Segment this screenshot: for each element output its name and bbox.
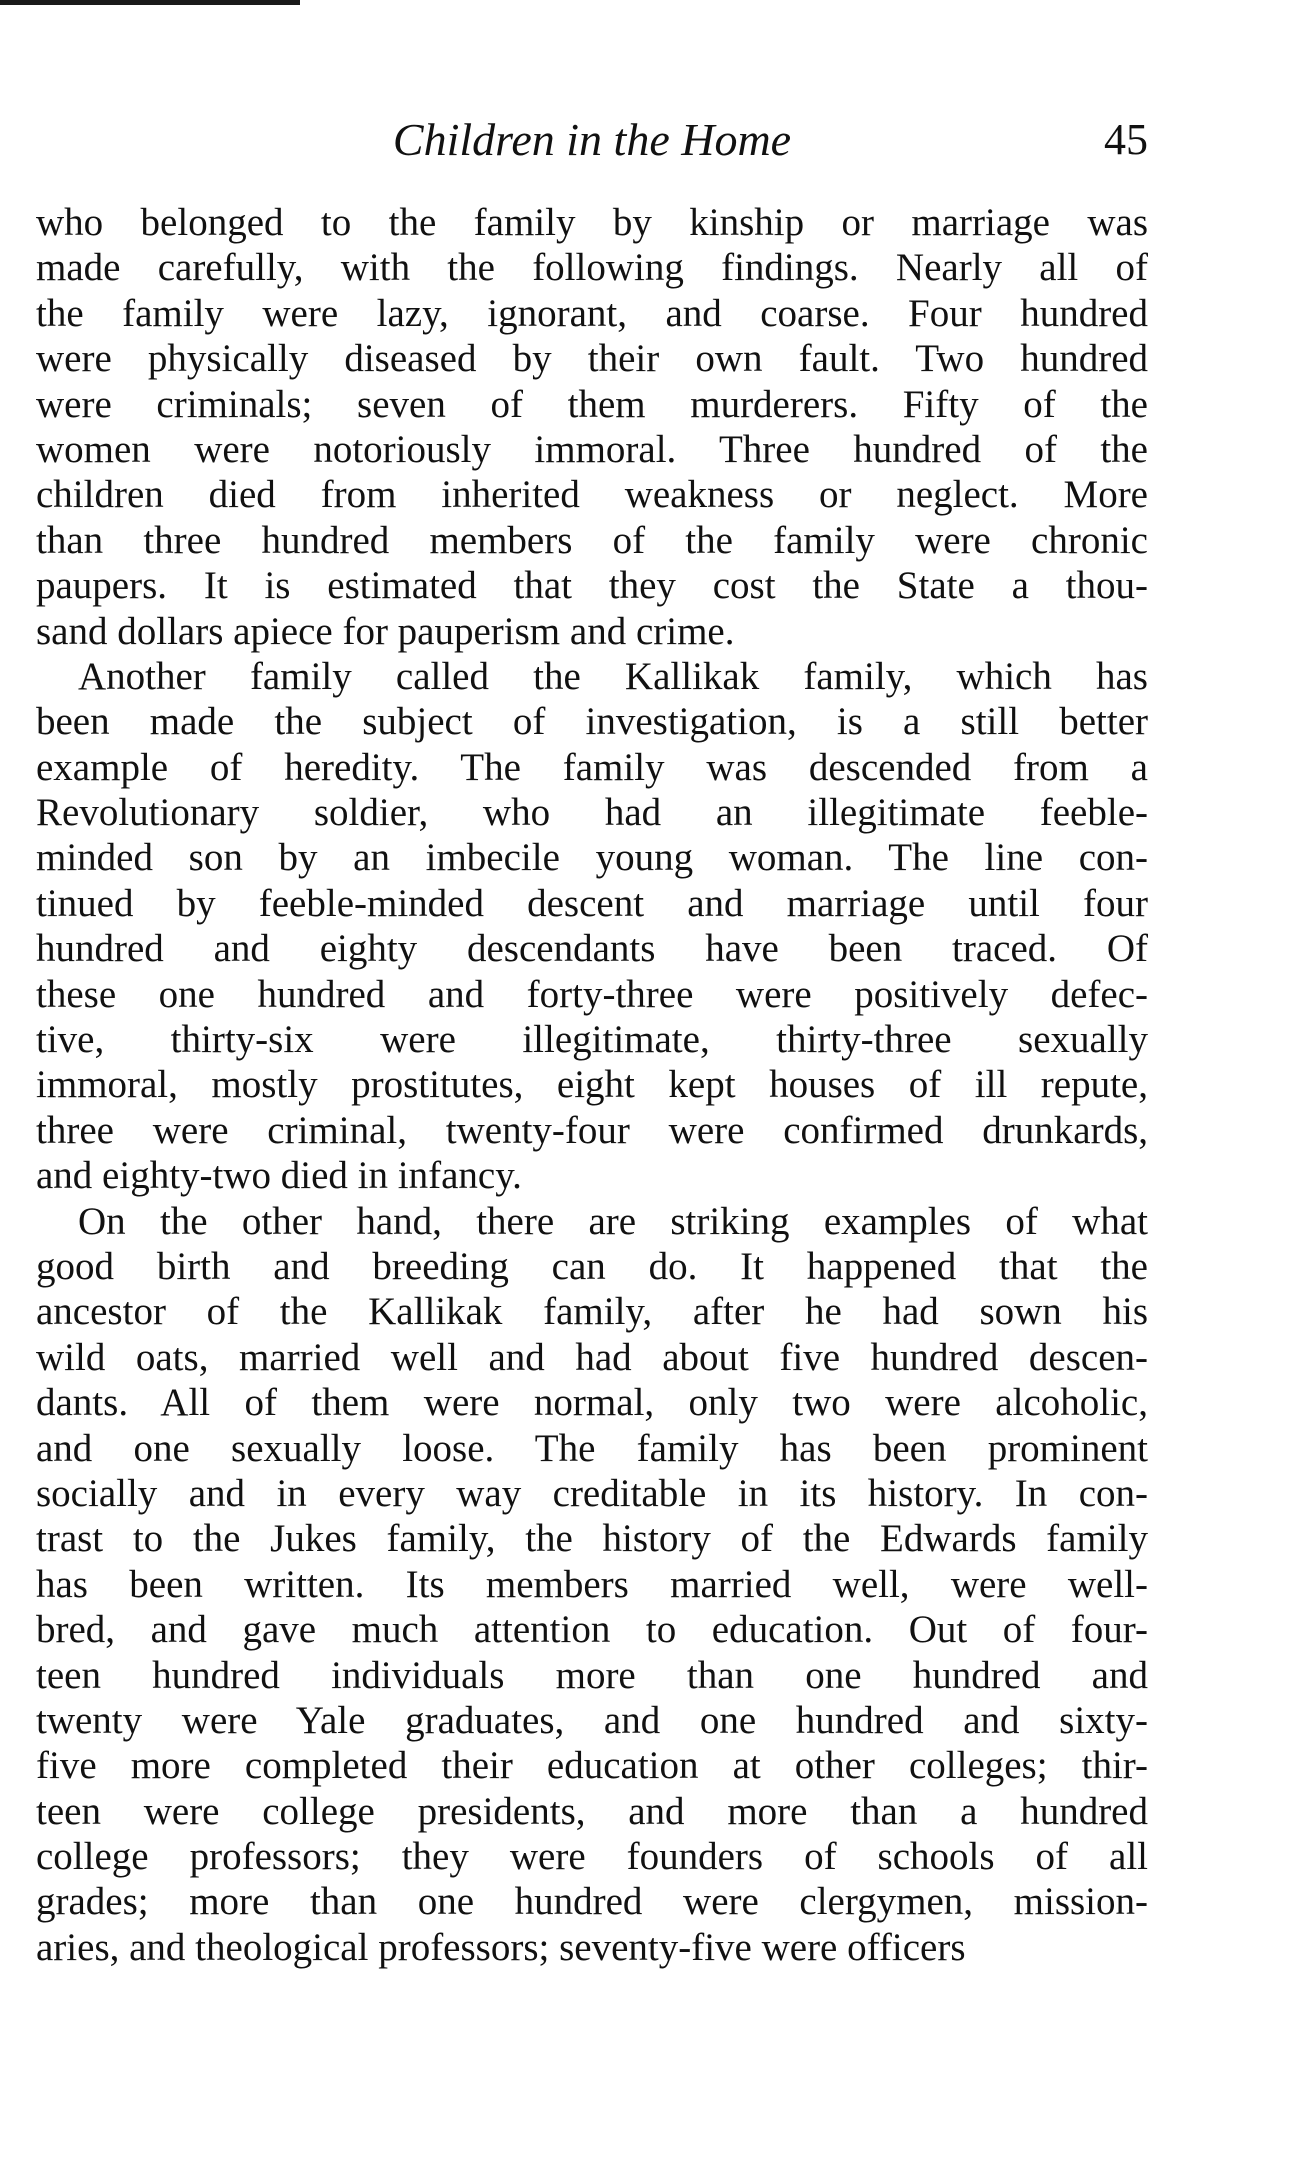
text-line: socially and in every way creditable in its history. In con- <box>36 1471 1148 1515</box>
text-line: and one sexually loose. The family has been prominent <box>36 1426 1148 1470</box>
text-line: were criminals; seven of them murderers. Fifty of the <box>36 382 1148 426</box>
text-line: tive, thirty-six were illegitimate, thirty-three sexually <box>36 1018 1148 1062</box>
text-line: good birth and breeding can do. It happened that the <box>36 1244 1148 1288</box>
text-line: teen hundred individuals more than one hundred and <box>36 1653 1148 1697</box>
text-line: bred, and gave much attention to education. Out of four- <box>36 1608 1148 1652</box>
body-text <box>36 200 1148 1970</box>
text-line: wild oats, married well and had about five hundred descen- <box>36 1335 1148 1379</box>
page-number: 45 <box>1104 115 1148 164</box>
text-line: were physically diseased by their own fault. Two hundred <box>36 337 1148 381</box>
text-line: who belonged to the family by kinship or marriage was <box>36 201 1148 244</box>
text-line: On the other hand, there are striking examples of what <box>78 1199 1148 1243</box>
text-line: minded son by an imbecile young woman. The line con- <box>36 836 1148 880</box>
text-line: dants. All of them were normal, only two were alcoholic, <box>36 1381 1148 1425</box>
text-line: Another family called the Kallikak family, which has <box>78 654 1148 698</box>
running-head <box>36 108 1148 172</box>
text-line: children died from inherited weakness or neglect. More <box>36 473 1148 517</box>
text-line: sand dollars apiece for pauperism and crime. <box>36 609 735 653</box>
scan-edge-mark <box>0 0 300 5</box>
text-line: been made the subject of investigation, is a still better <box>36 700 1148 744</box>
running-title: Children in the Home <box>392 114 792 165</box>
paragraph <box>36 1199 1148 1971</box>
text-line: and eighty-two died in infancy. <box>36 1154 522 1198</box>
paragraph <box>36 654 1148 1199</box>
text-line: college professors; they were founders of schools of all <box>36 1835 1148 1879</box>
text-line: example of heredity. The family was descended from a <box>36 745 1148 789</box>
text-line: immoral, mostly prostitutes, eight kept houses of ill repute, <box>36 1063 1148 1107</box>
text-line: has been written. Its members married well, were well- <box>36 1562 1148 1606</box>
text-line: hundred and eighty descendants have been traced. Of <box>36 927 1148 971</box>
text-line: three were criminal, twenty-four were confirmed drunkards, <box>36 1108 1148 1152</box>
text-line: aries, and theological professors; seventy-five were officers <box>36 1925 966 1969</box>
text-line: teen were college presidents, and more than a hundred <box>36 1789 1148 1833</box>
text-line: made carefully, with the following findings. Nearly all of <box>36 246 1148 290</box>
paragraph <box>36 200 1148 654</box>
text-line: trast to the Jukes family, the history of the Edwards family <box>36 1517 1148 1561</box>
text-line: twenty were Yale graduates, and one hundred and sixty- <box>36 1698 1148 1742</box>
text-line: grades; more than one hundred were clergymen, mission- <box>36 1880 1148 1924</box>
text-line: these one hundred and forty-three were positively defec- <box>36 972 1148 1016</box>
text-line: Revolutionary soldier, who had an illegitimate feeble- <box>36 791 1148 835</box>
text-line: the family were lazy, ignorant, and coarse. Four hundred <box>36 291 1148 335</box>
text-line: ancestor of the Kallikak family, after he had sown his <box>36 1290 1148 1334</box>
text-line: five more completed their education at other colleges; thir- <box>36 1744 1148 1788</box>
text-line: tinued by feeble-minded descent and marriage until four <box>36 881 1148 925</box>
text-line: paupers. It is estimated that they cost the State a thou- <box>36 564 1148 608</box>
text-line: than three hundred members of the family were chronic <box>36 518 1148 562</box>
text-line: women were notoriously immoral. Three hundred of the <box>36 427 1148 471</box>
